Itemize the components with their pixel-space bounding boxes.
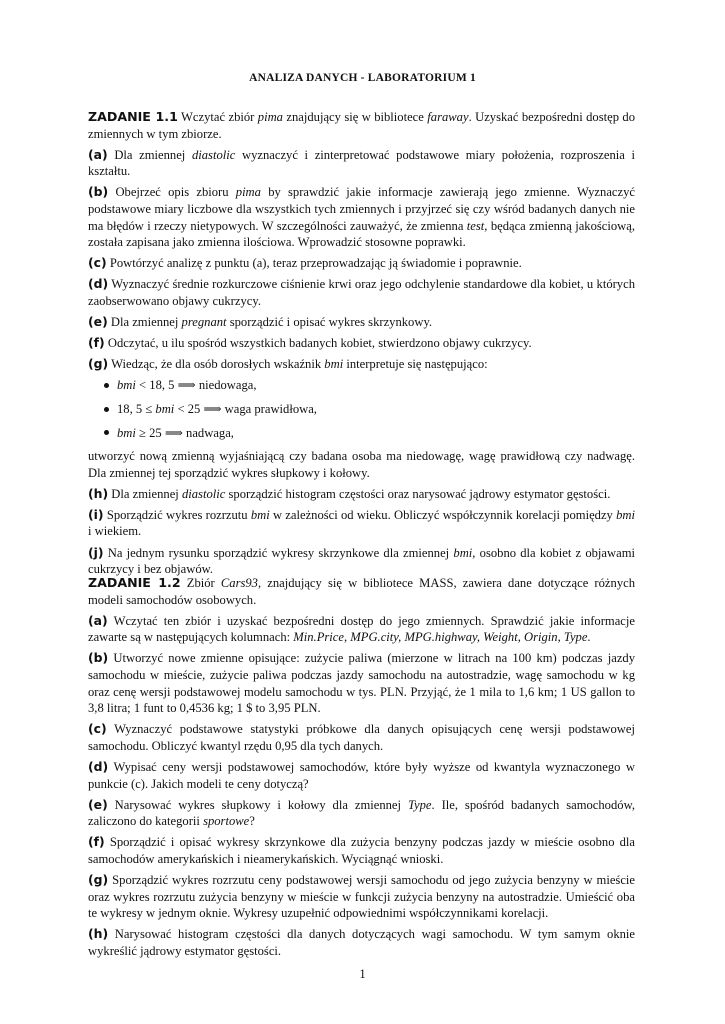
item-label: (b) [88,184,109,200]
item-c [88,255,635,272]
text-italic: faraway [427,110,469,124]
item-label: (f) [88,335,105,351]
text: Zbiór [180,576,221,590]
text: Obejrzeć opis zbioru [108,185,236,200]
text-italic: test [466,218,485,233]
bullet-icon [104,430,109,435]
bullet-icon [104,383,109,388]
text: Na jednym rysunku sporządzić wykresy skrzynkowe dla zmiennej [103,545,454,560]
item-label: (e) [88,796,108,812]
text: Dla zmiennej [108,486,182,501]
text: , znajdujący się w bibliotece MASS, zawiera dane dotyczące różnych modeli samochodów osobowych. [88,576,635,607]
item-label: (b) [88,650,109,666]
item-a [88,147,635,180]
text: , będąca zmienną jakościową, została zapisana jako zmienna ilościowa. Wprowadzić stosowne poprawki. [88,218,635,250]
item-d [88,276,635,309]
text-italic: pima [235,185,261,200]
text: Wypisać ceny wersji podstawowej samochodów, które były wyższe od kwantyla wyznaczonego w punkcie (c). Jakich modeli te ceny dotyczą? [88,759,635,791]
bmi-list [104,377,635,441]
item-f [88,834,635,867]
item-label: (d) [88,758,109,774]
text: < 18, 5 ⟹ niedowaga, [135,378,257,393]
item-g-continuation: utworzyć nową zmienną wyjaśniającą czy badana osoba ma niedowagę, wagę prawidłową czy nadwagę. Dla zmiennej tej sporządzić wykres słupkowy i kołowy. [88,449,635,480]
task-1-1-intro [88,109,635,142]
text: wyznaczyć i zinterpretować podstawowe miary położenia, rozproszenia i kształtu. [88,147,635,179]
item-label: (c) [88,721,107,737]
item-label: (h) [88,926,109,942]
text: Wczytać zbiór [181,110,258,124]
item-g [88,356,635,373]
item-label: (d) [88,276,109,292]
text: Sporządzić wykres rozrzutu [103,507,251,522]
text-italic: bmi [453,545,473,560]
text-italic: diastolic [191,147,236,162]
bmi-list-item [104,401,635,418]
task-1-1 [88,109,635,582]
task-heading: ZADANIE 1.1 [88,109,178,124]
text: 18, 5 ≤ [117,401,156,416]
item-label: (a) [88,146,108,162]
text: . [587,630,591,645]
item-label: (f) [88,834,105,850]
document-title: ANALIZA DANYCH - LABORATORIUM 1 [249,72,476,84]
text-italic: sportowe [203,814,250,829]
text-italic: bmi [117,425,136,440]
item-h [88,926,635,959]
text: Sporządzić wykres rozrzutu ceny podstawowej wersji samochodu od jego zużycia benzyny w mieście oraz wykres rozrzutu zużycia benzyny w mieście w funkcji zużycia benzyny na autostradzie. Umieścić oba te wykresy w jednym oknie. Wykresy uzupełnić odpowiednimi współczynnikami korelacji. [88,873,635,921]
text-italic: Type [407,797,432,812]
item-f [88,335,635,352]
text: ≥ 25 ⟹ nadwaga, [135,425,234,440]
text: , osobno dla kobiet z objawami cukrzycy i bez objawów. [88,545,635,577]
item-a [88,613,635,646]
bullet-icon [104,407,109,412]
text: znajdujący się w bibliotece [282,110,428,124]
text: sporządzić histogram częstości oraz narysować jądrowy estymator gęstości. [225,486,611,501]
text-italic: bmi [250,507,270,522]
text: w zależności od wieku. Obliczyć współczynnik korelacji pomiędzy [269,507,617,522]
item-h [88,486,635,503]
text: Utworzyć nowe zmienne opisujące: zużycie paliwa (mierzone w litrach na 100 km) podczas jazdy samochodu w mieście, zużycie paliwa podczas jazdy samochodu na autostradzie, wagę samochodu w kg oraz cenę wersji podstawowej modelu samochodu w tys. PLN. Przyjąć, że 1 mila to 1,6 km; 1 US gallon to 3,8 litra; 1 funt to 0,4536 kg; 1 $ to 3,95 PLN. [88,651,635,716]
text-italic: bmi [155,401,175,416]
item-label: (e) [88,314,108,330]
item-label: (c) [88,255,107,271]
item-label: (i) [88,506,104,522]
item-g [88,872,635,922]
text: by sprawdzić jakie informacje zawierają jego zmienne. Wyznaczyć podstawowe miary liczbowe dla wszystkich tych zmiennych i przyjrzeć się czy wśród badanych danych nie ma błędów i rzeczy nietypowych. W szczególności zauważyć, że zmienna [88,185,635,233]
text: Dla zmiennej [107,315,182,330]
text: Dla zmiennej [107,147,192,162]
bmi-list-item [104,425,635,442]
text: ? [249,814,255,829]
text: Narysować wykres słupkowy i kołowy dla zmiennej [107,797,408,812]
text: < 25 ⟹ waga prawidłowa, [174,401,317,416]
text: Wyznaczyć podstawowe statystyki próbkowe dla danych opisujących cenę wersji podstawowej samochodu. Obliczyć kwantyl rzędu 0,95 dla tych danych. [88,722,635,753]
item-i [88,507,635,540]
text: Narysować histogram częstości dla danych dotyczących wagi samochodu. W tym samym oknie wykreślić jądrowy estymator gęstości. [88,927,635,958]
text-italic: Cars93 [220,576,258,590]
item-j [88,545,635,578]
item-b [88,184,635,250]
text: Powtórzyć analizę z punktu (a), teraz przeprowadzając ją świadomie i poprawnie. [106,256,522,271]
text: . Uzyskać bezpośredni dostęp do zmiennych w tym zbiorze. [88,110,636,141]
item-label: (j) [88,544,104,560]
text: sporządzić i opisać wykres skrzynkowy. [226,315,433,330]
task-1-2-intro [88,575,635,608]
item-label: (g) [88,872,109,887]
bmi-list-item [104,377,635,394]
text: interpretuje się następująco: [343,357,488,372]
page-number: 1 [359,967,366,981]
text-italic: pima [257,110,283,124]
text: . Ile, spośród badanych samochodów, zaliczono do kategorii [88,797,635,829]
text: Wyznaczyć średnie rozkurczowe ciśnienie krwi oraz jego odchylenie standardowe dla kobiet, u których zaobserwowano objawy cukrzycy. [88,277,635,308]
text-italic: diastolic [181,486,226,501]
text-italic: bmi [616,507,635,522]
text-italic: bmi [324,357,344,372]
item-e [88,314,635,331]
text: Wiedząc, że dla osób dorosłych wskaźnik [108,357,325,372]
item-label: (h) [88,485,109,501]
item-d [88,759,635,792]
text: i wiekiem. [88,524,142,539]
item-c [88,721,635,754]
text: Odczytać, u ilu spośród wszystkich badanych kobiet, stwierdzono objawy cukrzycy. [104,336,532,351]
text-italic: bmi [117,378,136,393]
text-italic: Min.Price, MPG.city, MPG.highway, Weight, Origin, Type [293,630,588,645]
text: Sporządzić i opisać wykresy skrzynkowe dla zużycia benzyny podczas jazdy w mieście osobno dla samochodów amerykańskich i nieamerykańskich. Wyciągnąć wnioski. [88,835,635,866]
text: Wczytać ten zbiór i uzyskać bezpośredni dostęp do jego zmiennych. Sprawdzić jakie informacje zawarte są w następujących kolumnach: [88,613,635,645]
item-label: (g) [88,356,109,372]
item-b [88,650,635,716]
item-label: (a) [88,612,108,628]
task-1-2 [88,575,635,964]
item-e [88,797,635,830]
text-italic: pregnant [181,315,227,330]
task-heading: ZADANIE 1.2 [88,575,181,590]
